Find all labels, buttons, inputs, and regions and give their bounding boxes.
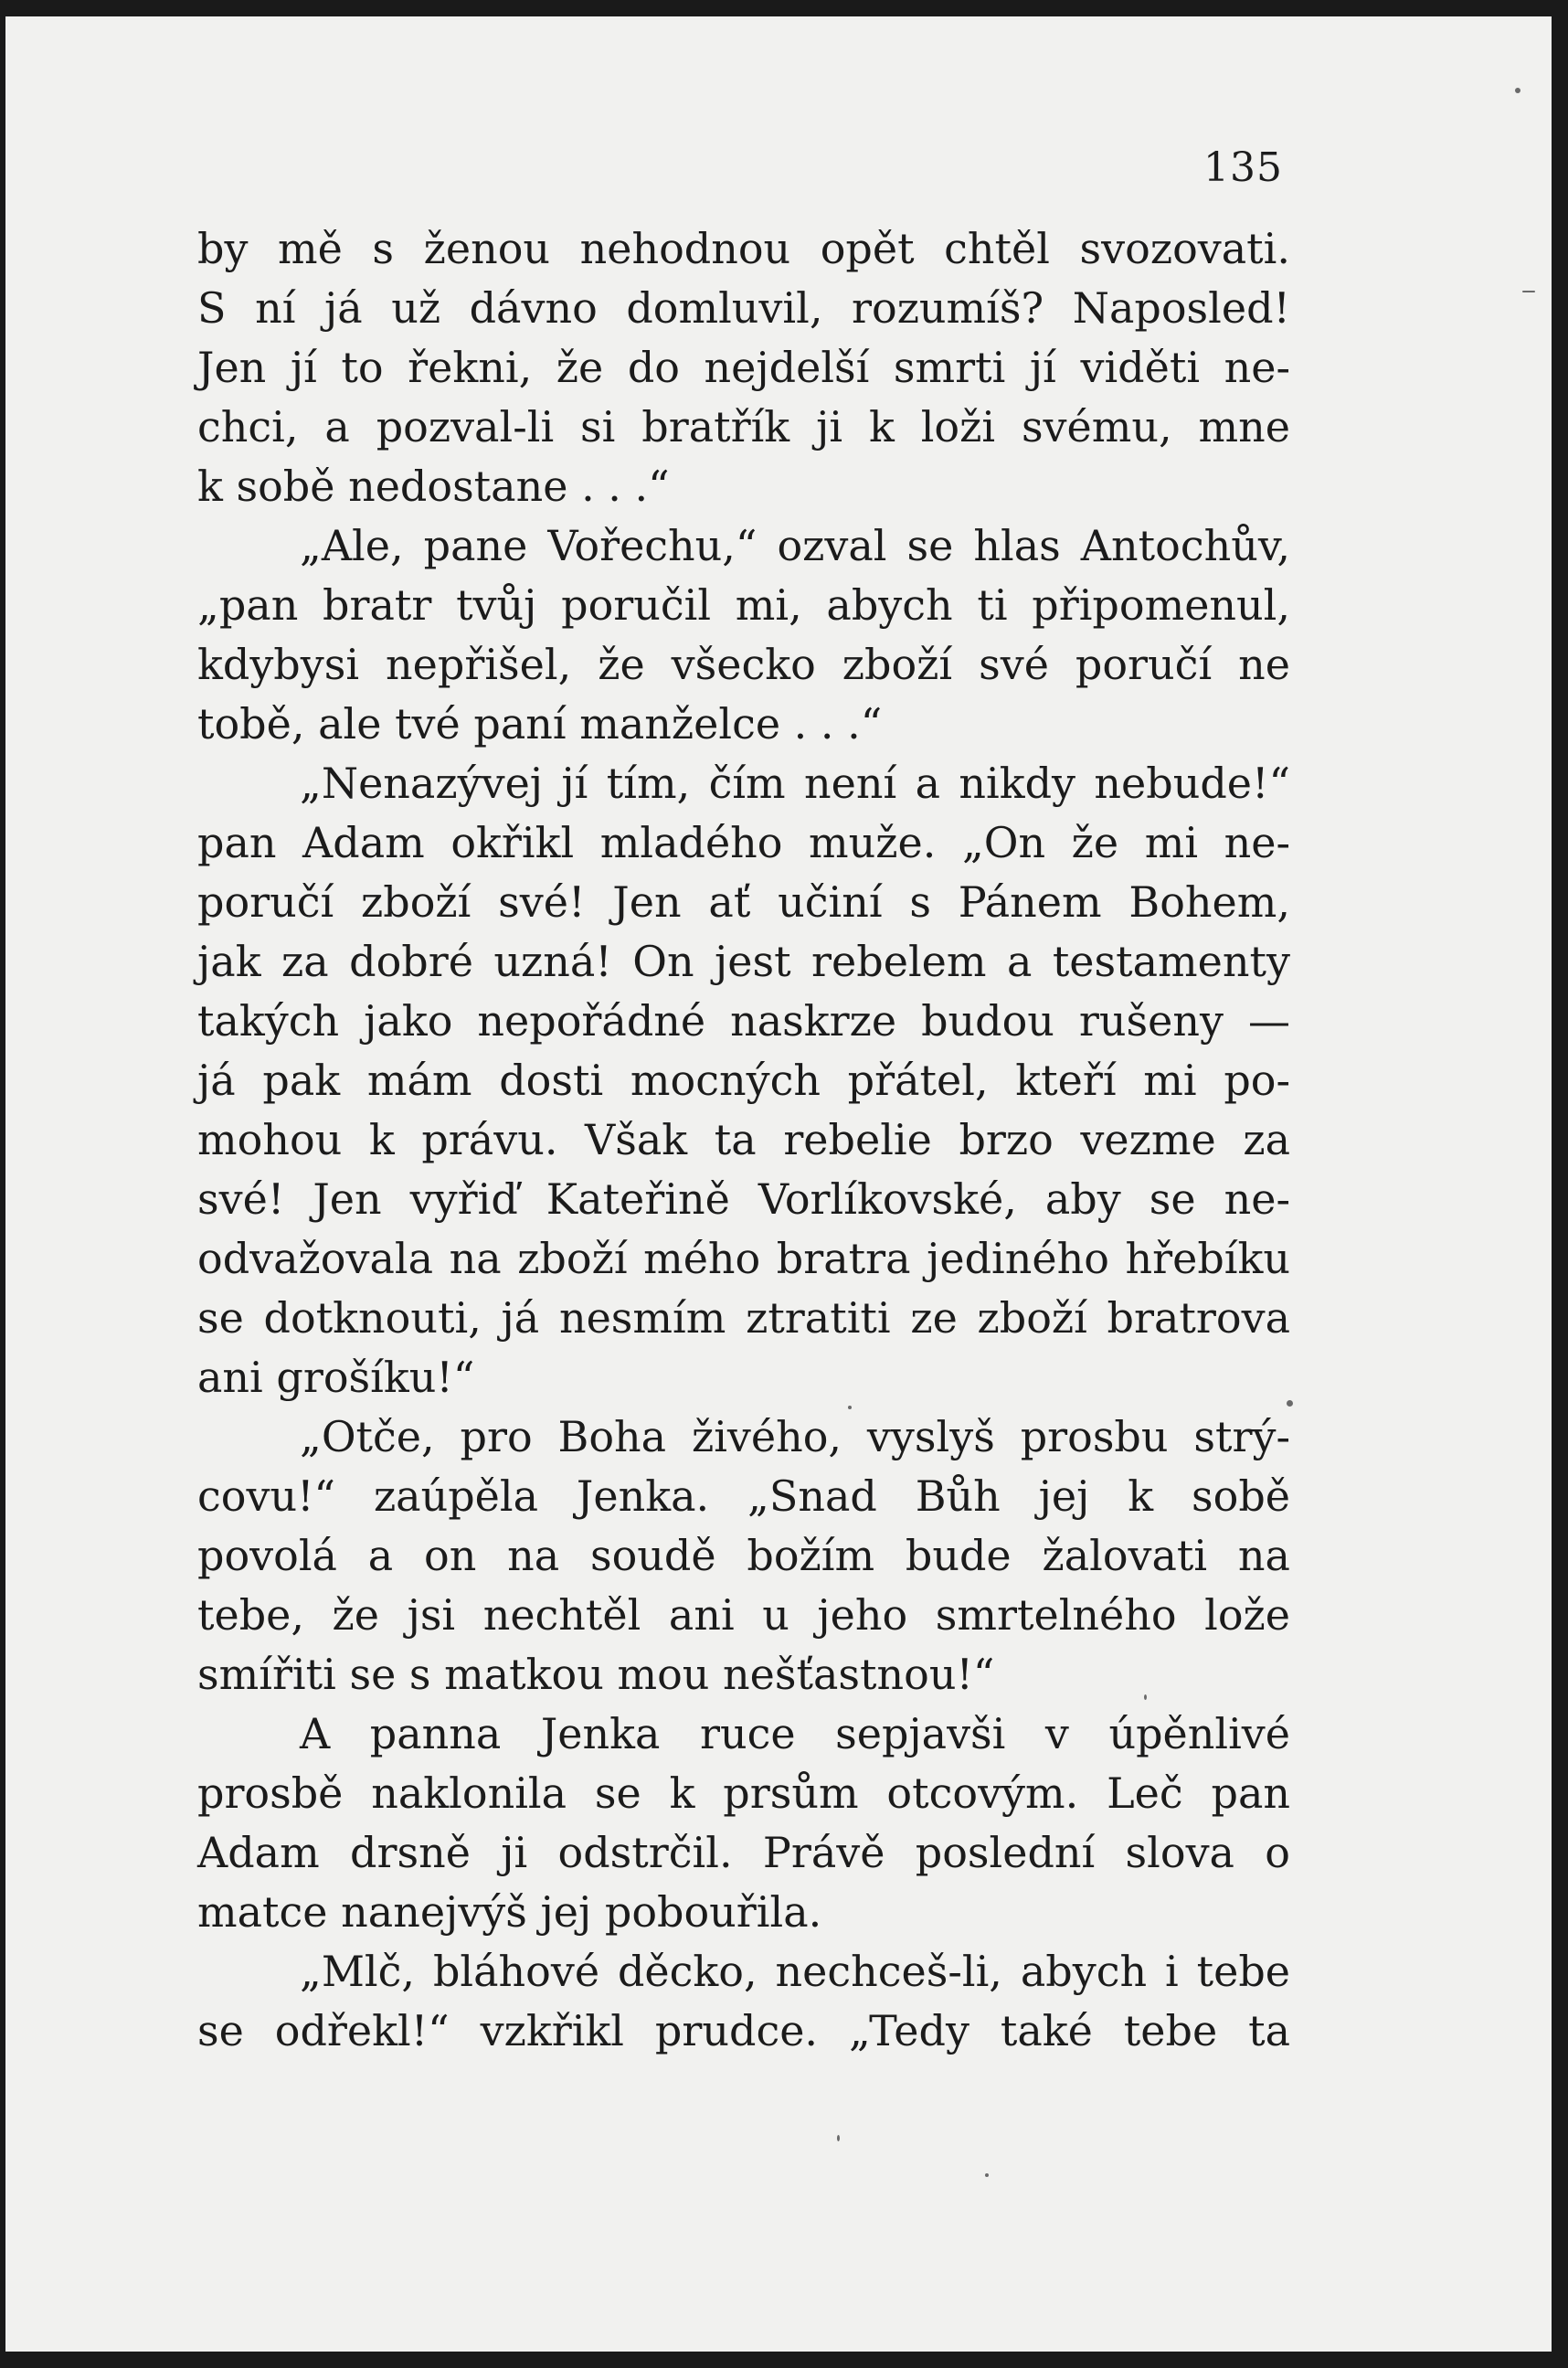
text-line: odvažovala na zboží mého bratra jediného hřebíku [197, 1234, 1290, 1283]
scan-speck [1522, 291, 1535, 292]
text-line: pan Adam okřikl mladého muže. „On že mi ne- [197, 818, 1290, 867]
scan-speck [985, 2173, 989, 2177]
scan-speck [1144, 1694, 1147, 1700]
text-line: „Otče, pro Boha živého, vyslyš prosbu strý- [300, 1412, 1290, 1461]
text-line: Jen jí to řekni, že do nejdelší smrti jí viděti ne- [197, 343, 1290, 392]
text-line: smířiti se s matkou mou nešťastnou!“ [197, 1650, 995, 1699]
text-line: „Nenazývej jí tím, čím není a nikdy nebude!“ [300, 759, 1290, 808]
text-line: covu!“ zaúpěla Jenka. „Snad Bůh jej k sobě [197, 1471, 1290, 1521]
text-line: mohou k právu. Však ta rebelie brzo vezme za [197, 1115, 1290, 1164]
book-page [5, 16, 1552, 2352]
text-line: se dotknouti, já nesmím ztratiti ze zboží bratrova [197, 1293, 1290, 1343]
text-line: kdybysi nepřišel, že všecko zboží své poručí ne [197, 640, 1290, 689]
text-line: S ní já už dávno domluvil, rozumíš? Naposled! [197, 283, 1290, 333]
text-line: „Ale, pane Vořechu,“ ozval se hlas Antochův, [300, 521, 1290, 570]
text-line: chci, a pozval-li si bratřík ji k loži svému, mne [197, 402, 1290, 451]
text-line: se odřekl!“ vzkřikl prudce. „Tedy také tebe ta [197, 2006, 1290, 2055]
text-line: své! Jen vyřiď Kateřině Vorlíkovské, aby se ne- [197, 1174, 1290, 1224]
body-text [197, 219, 1290, 2061]
text-line: povolá a on na soudě božím bude žalovati na [197, 1531, 1290, 1580]
scan-speck [837, 2135, 840, 2141]
text-line: já pak mám dosti mocných přátel, kteří mi po- [197, 1056, 1290, 1105]
text-line: by mě s ženou nehodnou opět chtěl svozovati. [197, 224, 1290, 273]
text-line: takých jako nepořádné naskrze budou rušeny — [197, 996, 1290, 1046]
text-line: poručí zboží své! Jen ať učiní s Pánem Bohem, [197, 877, 1290, 927]
text-line: A panna Jenka ruce sepjavši v úpěnlivé [300, 1709, 1290, 1758]
text-line: prosbě naklonila se k prsům otcovým. Leč pan [197, 1768, 1290, 1818]
scan-speck [848, 1406, 852, 1409]
text-line: k sobě nedostane . . .“ [197, 462, 670, 511]
text-line: tobě, ale tvé paní manželce . . .“ [197, 699, 883, 749]
scan-speck [1515, 88, 1520, 93]
text-line: „pan bratr tvůj poručil mi, abych ti připomenul, [197, 580, 1290, 630]
text-line: Adam drsně ji odstrčil. Právě poslední slova o [197, 1828, 1290, 1877]
text-line: „Mlč, bláhové děcko, nechceš-li, abych i tebe [300, 1947, 1290, 1996]
scan-speck [1287, 1400, 1293, 1407]
text-line: jak za dobré uzná! On jest rebelem a testamenty [197, 937, 1290, 986]
text-line: tebe, že jsi nechtěl ani u jeho smrtelného lože [197, 1590, 1290, 1640]
text-line: matce nanejvýš jej pobouřila. [197, 1887, 822, 1937]
page-number: 135 [1203, 144, 1283, 191]
text-line: ani grošíku!“ [197, 1353, 475, 1402]
